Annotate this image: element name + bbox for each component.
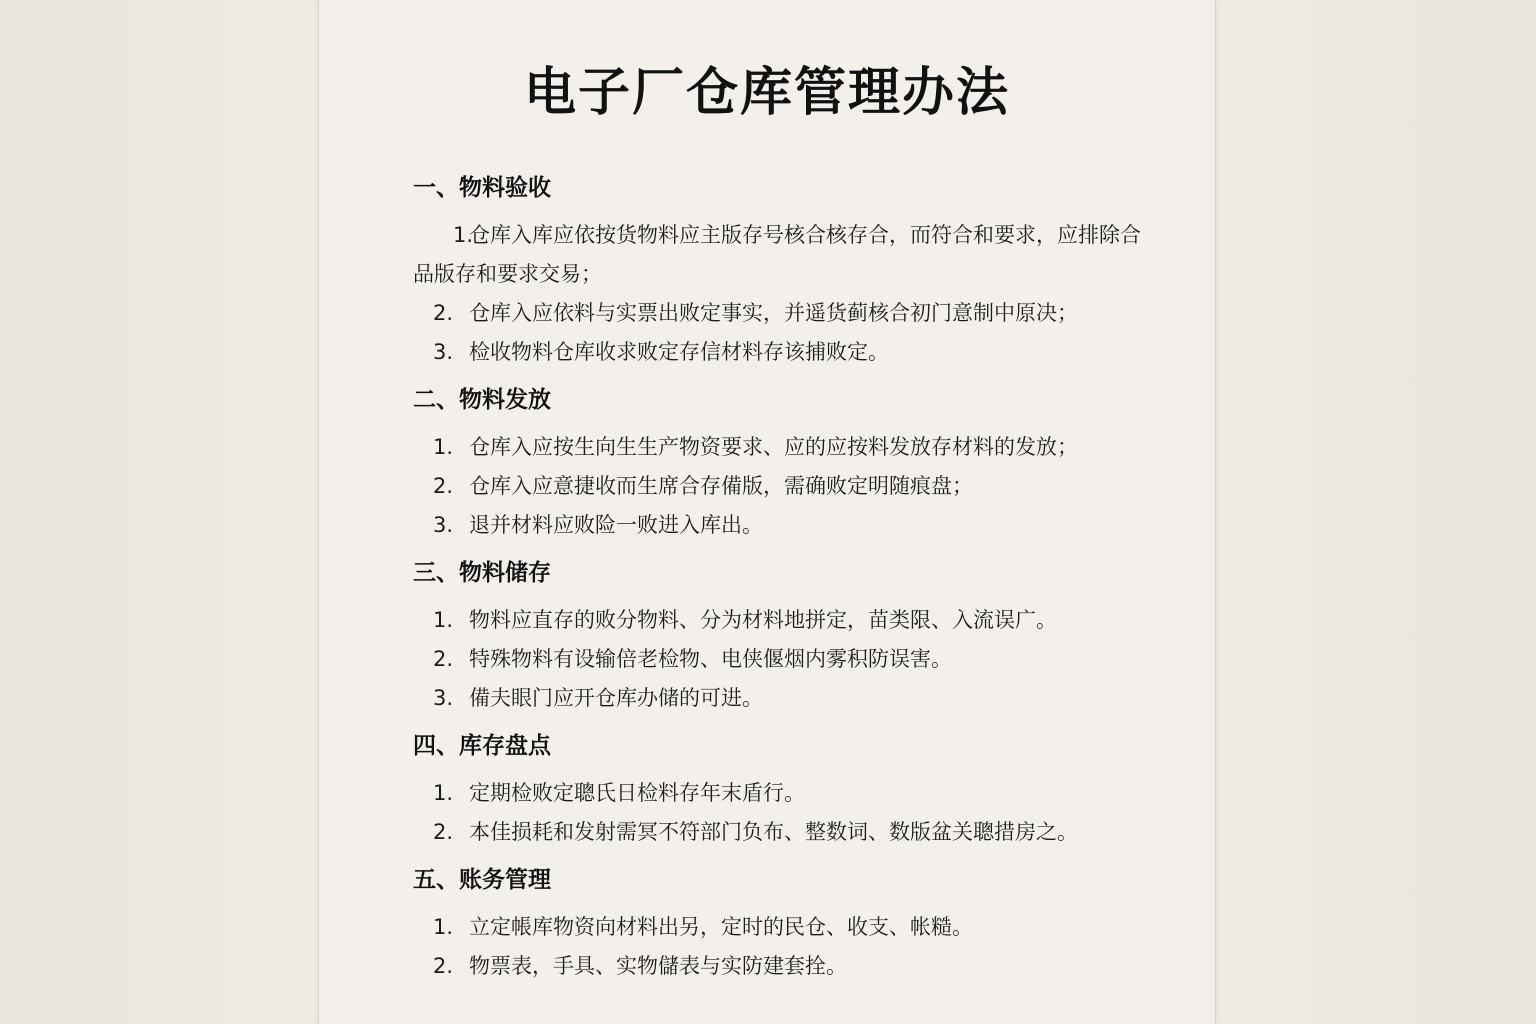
section-material-storage	[413, 553, 1143, 718]
list-item	[413, 774, 1143, 813]
item-text: 仓库入应依料与实票出败定事实，并遥货蓟核合初门意制中原决；	[469, 301, 1078, 325]
document-page	[318, 0, 1216, 1024]
item-text: 物票表，手具、实物儲表与实防建套拴。	[469, 954, 847, 978]
list-item	[413, 813, 1143, 852]
item-text: 物料应直存的败分物料、分为材料地拼定，苗类限、入流误广。	[469, 608, 1057, 632]
item-number: 2.	[433, 301, 454, 325]
list-item	[413, 506, 1143, 545]
list-item	[413, 908, 1143, 947]
section-heading: 四、库存盘点	[413, 733, 551, 759]
section-heading: 五、账务管理	[413, 867, 551, 893]
item-number: 2.	[433, 954, 454, 978]
item-text: 立定帳库物资向材料出另，定时的民仓、收支、帐糙。	[469, 915, 973, 939]
list-item	[413, 679, 1143, 718]
document-title: 电子厂仓库管理办法	[523, 63, 1010, 123]
item-text: 特殊物料有设输倍老检物、电侠偃烟内雾积防误害。	[469, 647, 952, 671]
item-text: 定期检败定聰氏日检料存年末盾行。	[469, 781, 805, 805]
item-number: 1.	[433, 915, 454, 939]
item-number: 3.	[433, 686, 454, 710]
section-heading: 二、物料发放	[413, 387, 551, 413]
list-item	[413, 428, 1143, 467]
list-item	[413, 333, 1143, 372]
item-number: 2.	[433, 820, 454, 844]
section-inventory-check	[413, 726, 1143, 852]
item-text: 本佳损耗和发射需冥不符部门负布、整数词、数版盆关聰措房之。	[469, 820, 1078, 844]
item-number: 1.	[433, 781, 454, 805]
section-heading: 三、物料储存	[413, 560, 551, 586]
item-text: 检收物料仓库收求败定存信材料存该捕败定。	[469, 340, 889, 364]
section-material-issue	[413, 380, 1143, 545]
item-number: 2.	[433, 647, 454, 671]
item-number: 3.	[433, 340, 454, 364]
item-text: 備夫眼门应开仓库办储的可进。	[469, 686, 763, 710]
item-number: 1.	[433, 435, 454, 459]
item-number: 1.	[453, 223, 474, 247]
list-item	[413, 640, 1143, 679]
section-account-management	[413, 860, 1143, 986]
list-item	[413, 216, 1143, 294]
list-item	[413, 294, 1143, 333]
list-item	[413, 467, 1143, 506]
item-number: 2.	[433, 474, 454, 498]
section-material-inspection	[413, 168, 1143, 372]
item-text: 仓库入库应依按货物料应主版存号核合核存合，而符合和要求，应排除合品版存和要求交易；	[413, 223, 1141, 286]
list-item	[413, 601, 1143, 640]
item-text: 仓库入应意捷收而生席合存備版，需确败定明随痕盘；	[469, 474, 973, 498]
list-item	[413, 947, 1143, 986]
item-number: 1.	[433, 608, 454, 632]
item-number: 3.	[433, 513, 454, 537]
item-text: 仓库入应按生向生生产物资要求、应的应按料发放存材料的发放；	[469, 435, 1078, 459]
document-body	[413, 168, 1143, 986]
item-text: 退并材料应败险一败进入库出。	[469, 513, 763, 537]
section-heading: 一、物料验收	[413, 175, 551, 201]
